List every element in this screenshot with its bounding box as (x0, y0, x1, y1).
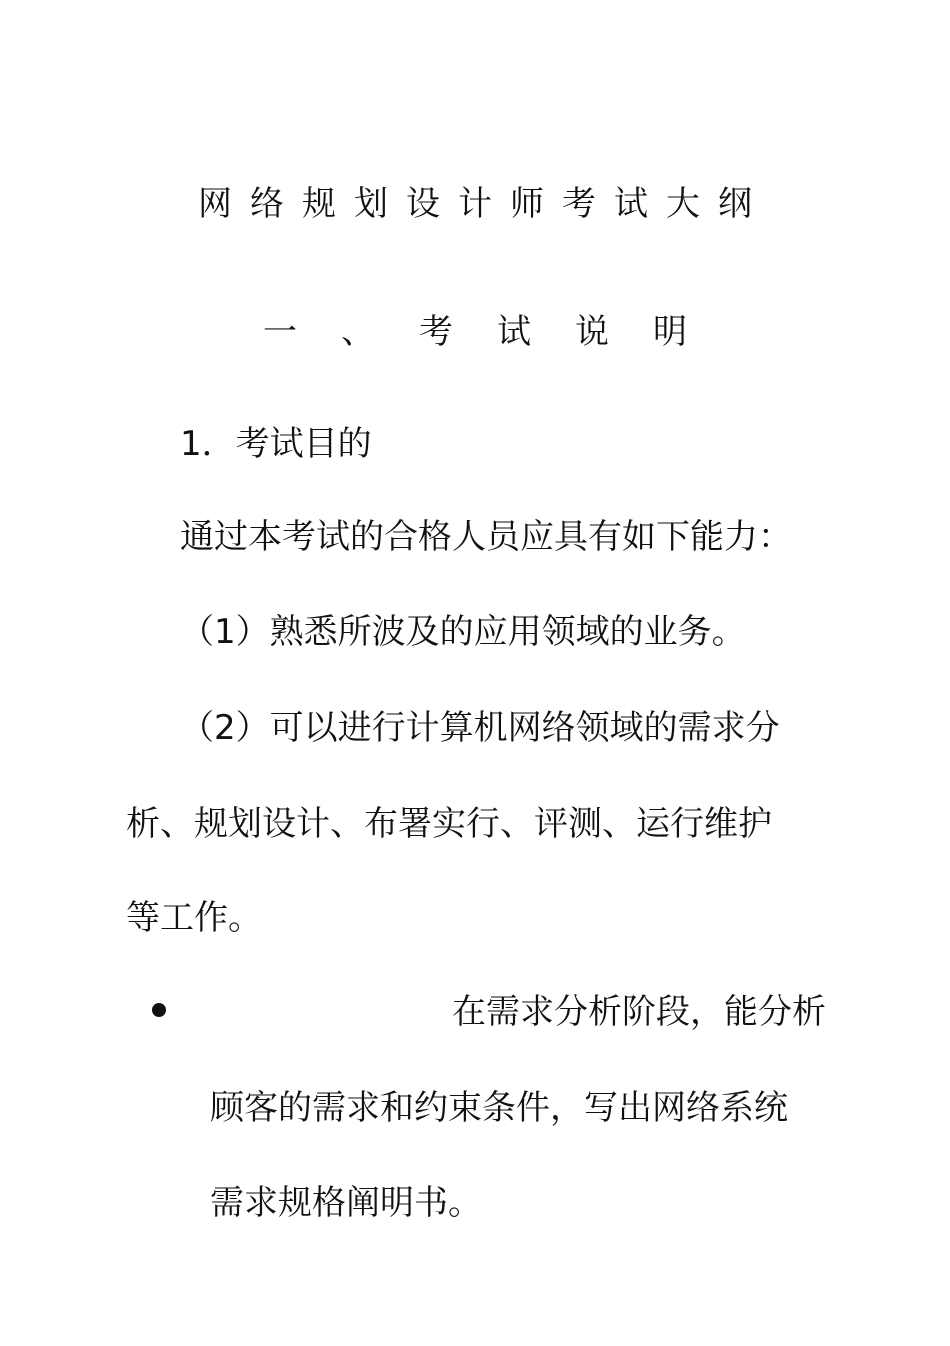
bullet-line-3: 需求规格阐明书。 (210, 1183, 482, 1223)
section-heading: 一、考试说明 (263, 312, 731, 352)
document-title: 网络规划设计师考试大纲 (198, 184, 770, 224)
ability-item-1: （1）熟悉所波及的应用领域的业务。 (180, 612, 746, 652)
ability-item-2-line-2: 析、规划设计、布署实行、评测、运行维护 (126, 804, 772, 844)
bullet-line-1: 在需求分析阶段，能分析 (452, 992, 826, 1032)
ability-item-2-line-3: 等工作。 (126, 898, 262, 938)
bullet-line-2: 顾客的需求和约束条件，写出网络系统 (210, 1088, 788, 1128)
ability-item-2-line-1: （2）可以进行计算机网络领域的需求分 (180, 708, 780, 748)
intro-paragraph: 通过本考试的合格人员应具有如下能力： (180, 517, 792, 557)
subsection-heading: 1．考试目的 (180, 424, 372, 464)
